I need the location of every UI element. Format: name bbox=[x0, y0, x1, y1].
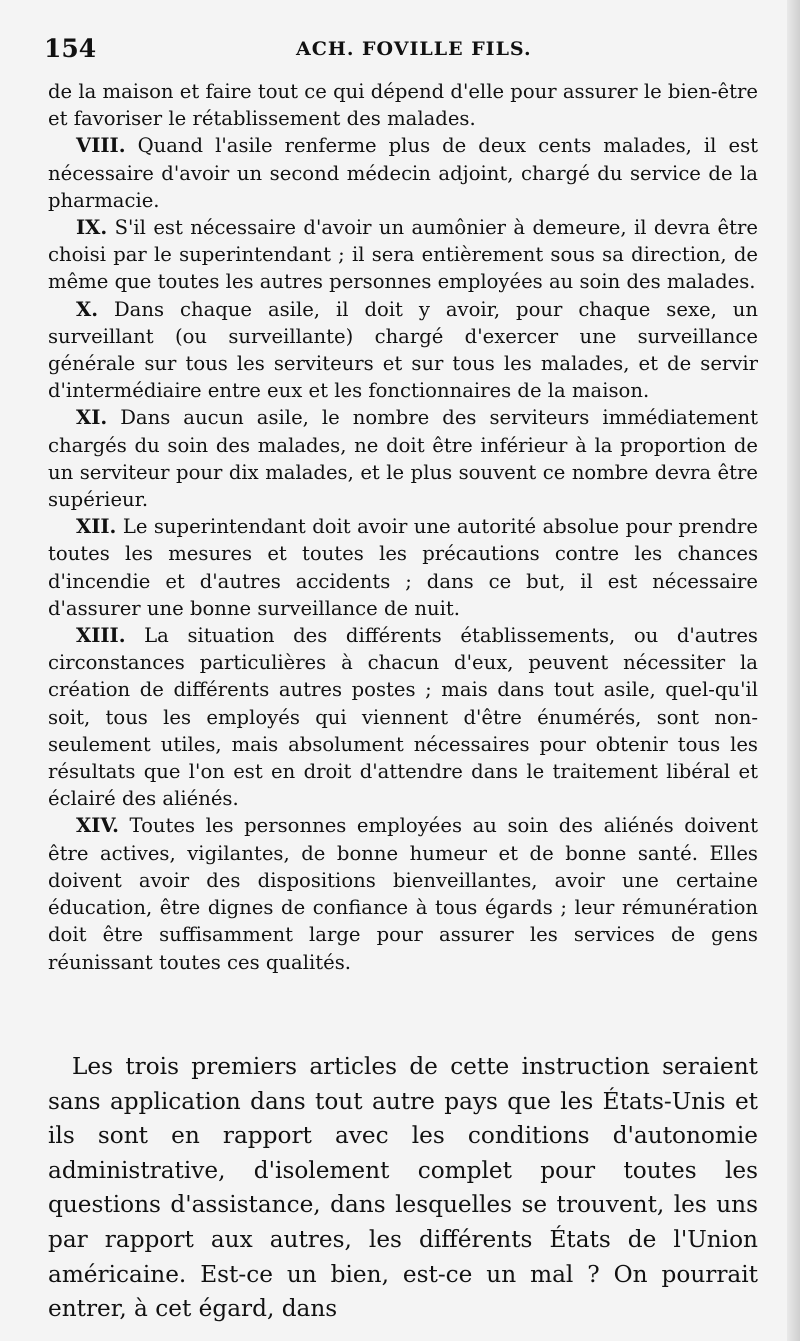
commentary-paragraph: Les trois premiers articles de cette instruction seraient sans application dans tout autre pays que les États-Unis et ils sont en rapport avec les conditions d'autonomie administrative, d'isolement complet pour toutes les questions d'assistance, dans lesquelles se trouvent, les uns par rapport aux autres, les différents États de l'Union américaine. Est-ce un bien, est-ce un mal ? On pourrait entrer, à cet égard, dans bbox=[48, 1053, 758, 1323]
running-head: ACH. FOVILLE FILS. bbox=[296, 38, 532, 60]
article-number: VIII. bbox=[76, 134, 126, 158]
article-xi bbox=[48, 404, 758, 513]
article-text: Dans chaque asile, il doit y avoir, pour chaque sexe, un surveillant (ou surveillante) chargé d'exercer une surveillance générale sur tous les serviteurs et sur tous les malades, et de servir d'intermédiaire entre eux et les fonctionnaires de la maison. bbox=[48, 297, 758, 403]
article-text: Quand l'asile renferme plus de deux cents malades, il est nécessaire d'avoir un second médecin adjoint, chargé du service de la pharmacie. bbox=[48, 134, 758, 212]
page-edge-shadow bbox=[787, 0, 800, 1341]
article-number: XIII. bbox=[76, 624, 126, 648]
paragraph-continuation bbox=[48, 78, 758, 132]
page-number: 154 bbox=[44, 34, 97, 63]
article-text: S'il est nécessaire d'avoir un aumônier à demeure, il devra être choisi par le superintendant ; il sera entièrement sous sa direction, de même que toutes les autres personnes employées au soin des malades. bbox=[48, 216, 758, 294]
articles-block bbox=[48, 78, 758, 976]
article-text: Dans aucun asile, le nombre des serviteurs immédiatement chargés du soin des malades, ne doit être inférieur à la proportion de un serviteur pour dix malades, et le plus souvent ce nombre devra être supérieur. bbox=[48, 406, 758, 512]
page-header bbox=[44, 34, 764, 64]
article-number: IX. bbox=[76, 216, 108, 240]
article-text: Le superintendant doit avoir une autorité absolue pour prendre toutes les mesures et toutes les précautions contre les chances d'incendie et d'autres accidents ; dans ce but, il est nécessaire d'assurer une bonne surveillance de nuit. bbox=[48, 515, 758, 620]
article-xiii bbox=[48, 622, 758, 812]
article-xiv bbox=[48, 812, 758, 975]
article-number: XII. bbox=[76, 515, 117, 539]
article-ix bbox=[48, 214, 758, 296]
article-xii bbox=[48, 513, 758, 622]
article-number: X. bbox=[76, 297, 99, 321]
article-x bbox=[48, 296, 758, 405]
article-text: La situation des différents établissements, ou d'autres circonstances particulières à chacun d'eux, peuvent nécessiter la création de différents autres postes ; mais dans tout asile, quel-qu'il soit, tous les employés qui viennent d'être énumérés, sont non-seulement utiles, mais absolument nécessaires pour obtenir tous les résultats que l'on est en droit d'attendre dans le traitement libéral et éclairé des aliénés. bbox=[48, 624, 758, 811]
article-number: XI. bbox=[76, 406, 108, 430]
article-number: XIV. bbox=[76, 814, 119, 838]
article-viii bbox=[48, 132, 758, 214]
commentary-block bbox=[48, 1050, 758, 1327]
paragraph-text: de la maison et faire tout ce qui dépend d'elle pour assurer le bien-être et favoriser le rétablissement des malades. bbox=[48, 80, 758, 131]
article-text: Toutes les personnes employées au soin des aliénés doivent être actives, vigilantes, de bonne humeur et de bonne santé. Elles doivent avoir des dispositions bienveillantes, avoir une certaine éducation, être dignes de confiance à tous égards ; leur rémunération doit être suffisamment large pour assurer les services de gens réunissant toutes ces qualités. bbox=[48, 814, 758, 974]
